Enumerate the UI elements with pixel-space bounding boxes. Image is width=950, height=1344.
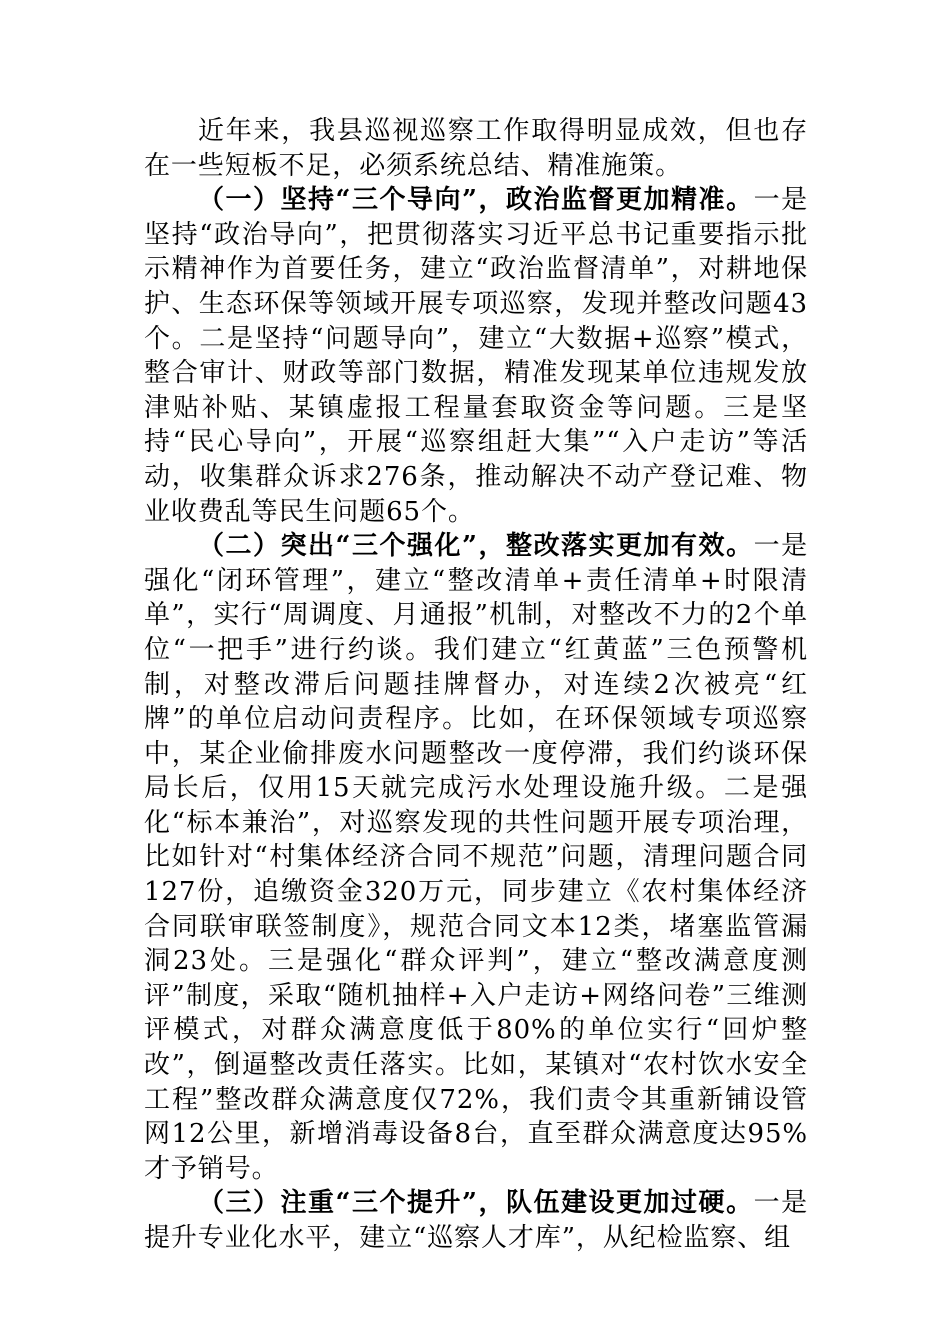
section-2-heading: （二）突出“三个强化”，整改落实更加有效。 xyxy=(198,531,754,562)
section-2-body: 一是强化“闭环管理”，建立“整改清单+责任清单+时限清单”，实行“周调度、月通报”机制，对整改不力的2个单位“一把手”进行约谈。我们建立“红黄蓝”三色预警机制，对整改滞后问题挂牌督办，对连续2次被亮“红牌”的单位启动问责程序。比如，在环保领域专项巡察中，某企业偷排废水问题整改一度停滞，我们约谈环保局长后，仅用15天就完成污水处理设施升级。二是强化“标本兼治”，对巡察发现的共性问题开展专项治理，比如针对“村集体经济合同不规范”问题，清理问题合同127份，追缴资金320万元，同步建立《农村集体经济合同联审联签制度》，规范合同文本12类，堵塞监管漏洞23处。三是强化“群众评判”，建立“整改满意度测评”制度，采取“随机抽样+入户走访+网络问卷”三维测评模式，对群众满意度低于80%的单位实行“回炉整改”，倒逼整改责任落实。比如，某镇对“农村饮水安全工程”整改群众满意度仅72%，我们责令其重新铺设管网12公里，新增消毒设备8台，直至群众满意度达95%才予销号。 xyxy=(144,531,808,1184)
section-1-body: 一是坚持“政治导向”，把贯彻落实习近平总书记重要指示批示精神作为首要任务，建立“政治监督清单”，对耕地保护、生态环保等领域开展专项巡察，发现并整改问题43个。二是坚持“问题导向”，建立“大数据+巡察”模式，整合审计、财政等部门数据，精准发现某单位违规发放津贴补贴、某镇虚报工程量套取资金等问题。三是坚持“民心导向”，开展“巡察组赶大集”“入户走访”等活动，收集群众诉求276条，推动解决不动产登记难、物业收费乱等民生问题65个。 xyxy=(144,185,808,527)
paragraph-section-1 xyxy=(144,183,808,529)
paragraph-intro xyxy=(144,114,808,183)
section-1-heading: （一）坚持“三个导向”，政治监督更加精准。 xyxy=(198,185,754,216)
section-3-body: 一是提升专业化水平，建立“巡察人才库”，从纪检监察、组 xyxy=(144,1188,808,1253)
paragraph-section-3 xyxy=(144,1186,808,1255)
section-3-heading: （三）注重“三个提升”，队伍建设更加过硬。 xyxy=(198,1188,754,1219)
paragraph-section-2 xyxy=(144,529,808,1186)
paragraph-intro-body: 近年来，我县巡视巡察工作取得明显成效，但也存在一些短板不足，必须系统总结、精准施策。 xyxy=(144,116,808,181)
document-page xyxy=(144,114,808,1256)
